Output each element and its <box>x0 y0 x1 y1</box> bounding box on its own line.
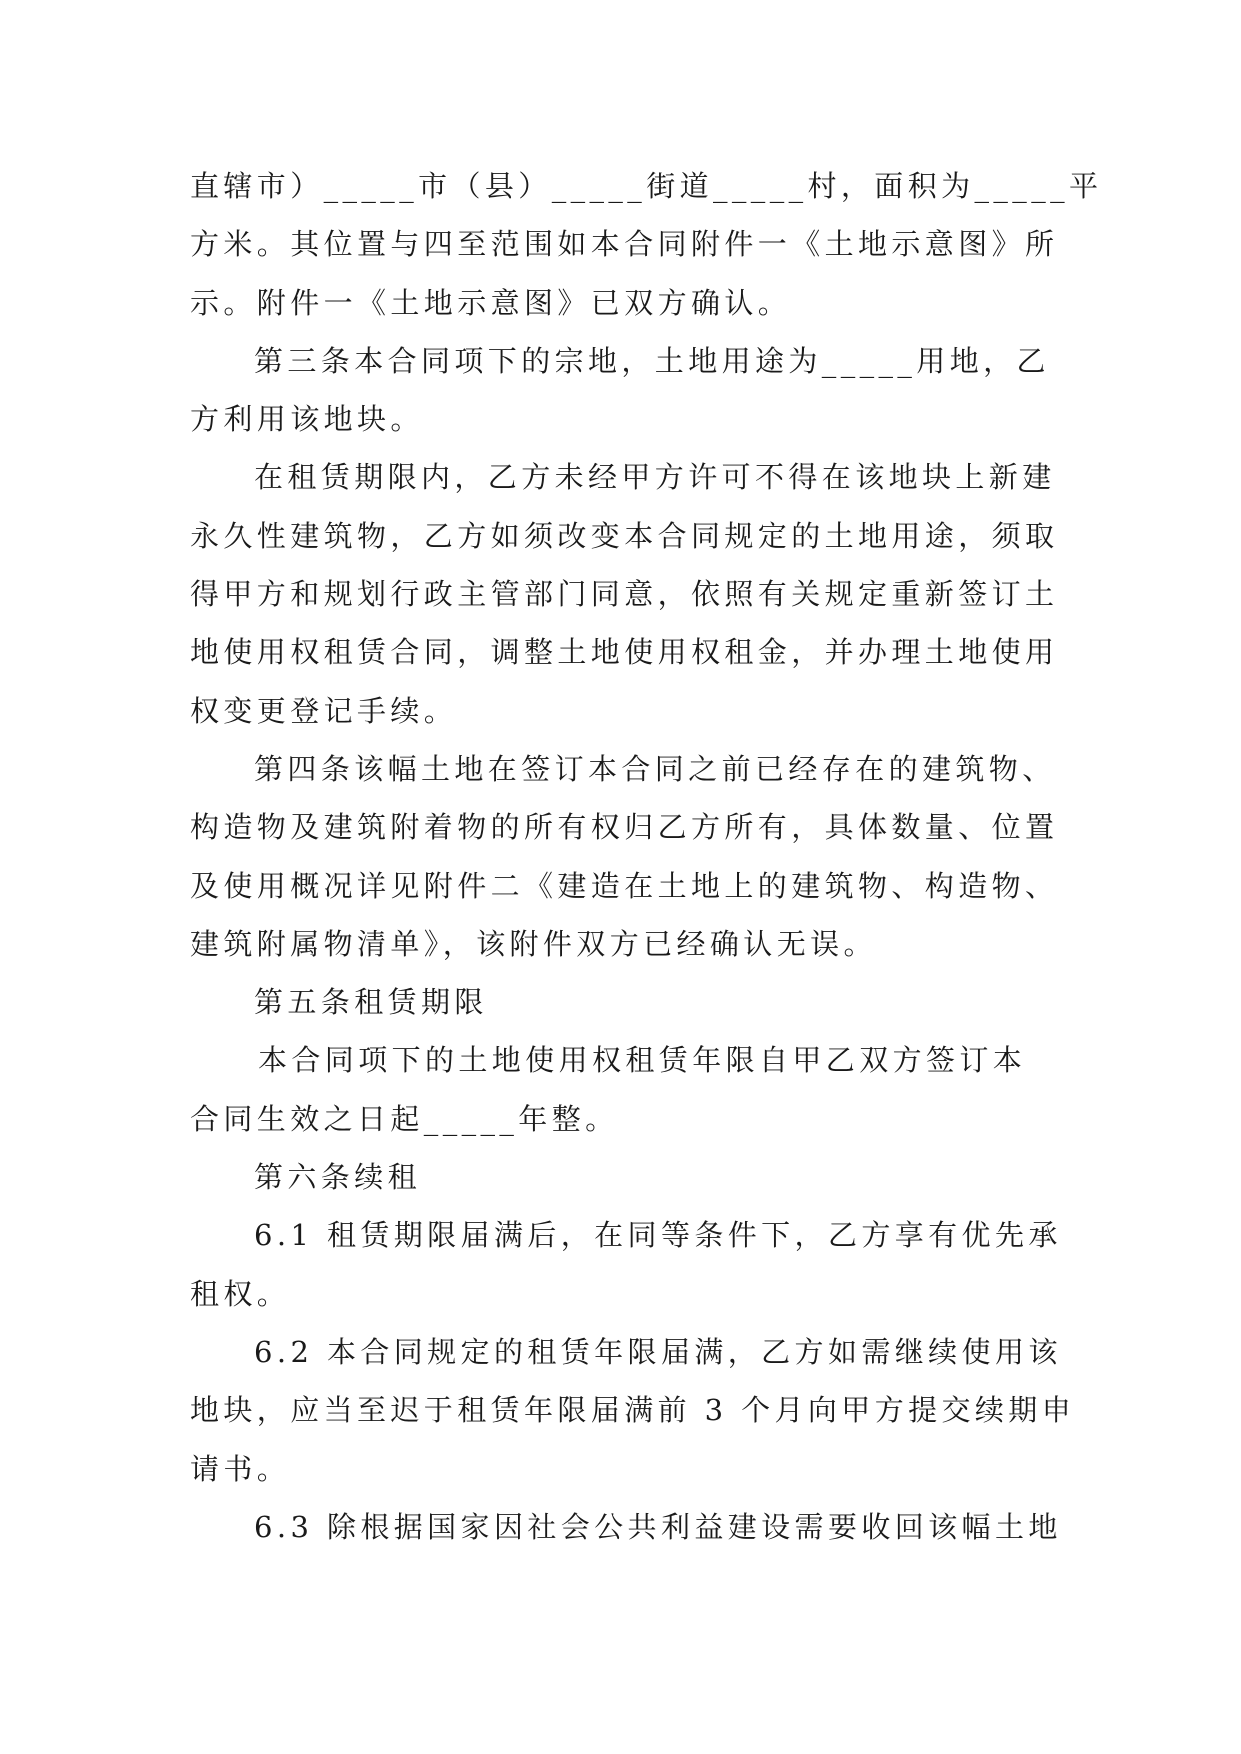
text-line: 第六条续租 <box>254 1160 422 1195</box>
text-line: 建筑附属物清单》，该附件双方已经确认无误。 <box>190 926 877 961</box>
text-line: 构造物及建筑附着物的所有权归乙方所有，具体数量、位置 <box>190 810 1059 845</box>
text-line: 示。附件一《土地示意图》已双方确认。 <box>190 285 792 320</box>
text-line: 直辖市）_____市（县）_____街道_____村，面积为_____平 <box>190 169 1103 203</box>
text-line: 地块，应当至迟于租赁年限届满前 3 个月向甲方提交续期申 <box>190 1393 1076 1428</box>
paragraph-clause-6-3 <box>190 1498 1062 1556</box>
paragraph-lease-term-restriction <box>190 448 1059 739</box>
text-line: 合同生效之日起_____年整。 <box>190 1101 619 1136</box>
paragraph-clause-6-2 <box>190 1323 1076 1498</box>
contract-body <box>190 157 1103 1556</box>
text-line: 6.2 本合同规定的租赁年限届满，乙方如需继续使用该 <box>254 1334 1062 1369</box>
text-line: 在租赁期限内，乙方未经甲方许可不得在该地块上新建 <box>254 460 1056 495</box>
heading-article-5 <box>190 973 1052 1031</box>
text-line: 及使用概况详见附件二《建造在土地上的建筑物、构造物、 <box>190 868 1059 903</box>
text-line: 第三条本合同项下的宗地，土地用途为_____用地，乙 <box>254 343 1050 378</box>
paragraph-clause-6-1 <box>190 1206 1062 1323</box>
text-line: 第四条该幅土地在签订本合同之前已经存在的建筑物、 <box>254 751 1056 786</box>
paragraph-article-4 <box>190 740 1059 973</box>
text-line: 租权。 <box>190 1276 291 1311</box>
text-line: 6.1 租赁期限届满后，在同等条件下，乙方享有优先承 <box>254 1218 1062 1253</box>
text-line: 第五条租赁期限 <box>254 985 488 1020</box>
paragraph-lease-period <box>190 1031 1052 1148</box>
text-line: 地使用权租赁合同，调整土地使用权租金，并办理土地使用 <box>190 635 1059 670</box>
paragraph-location <box>190 157 1103 332</box>
heading-article-6 <box>190 1148 1052 1206</box>
text-line: 请书。 <box>190 1451 291 1486</box>
text-line: 永久性建筑物，乙方如须改变本合同规定的土地用途，须取 <box>190 518 1059 553</box>
text-line: 方利用该地块。 <box>190 402 424 437</box>
text-line: 权变更登记手续。 <box>190 693 458 728</box>
paragraph-article-3 <box>190 332 1052 449</box>
text-line: 6.3 除根据国家因社会公共利益建设需要收回该幅土地 <box>254 1509 1062 1544</box>
text-line: 本合同项下的土地使用权租赁年限自甲乙双方签订本 <box>258 1043 1027 1078</box>
text-line: 方米。其位置与四至范围如本合同附件一《土地示意图》所 <box>190 227 1059 262</box>
text-line: 得甲方和规划行政主管部门同意，依照有关规定重新签订土 <box>190 577 1059 612</box>
